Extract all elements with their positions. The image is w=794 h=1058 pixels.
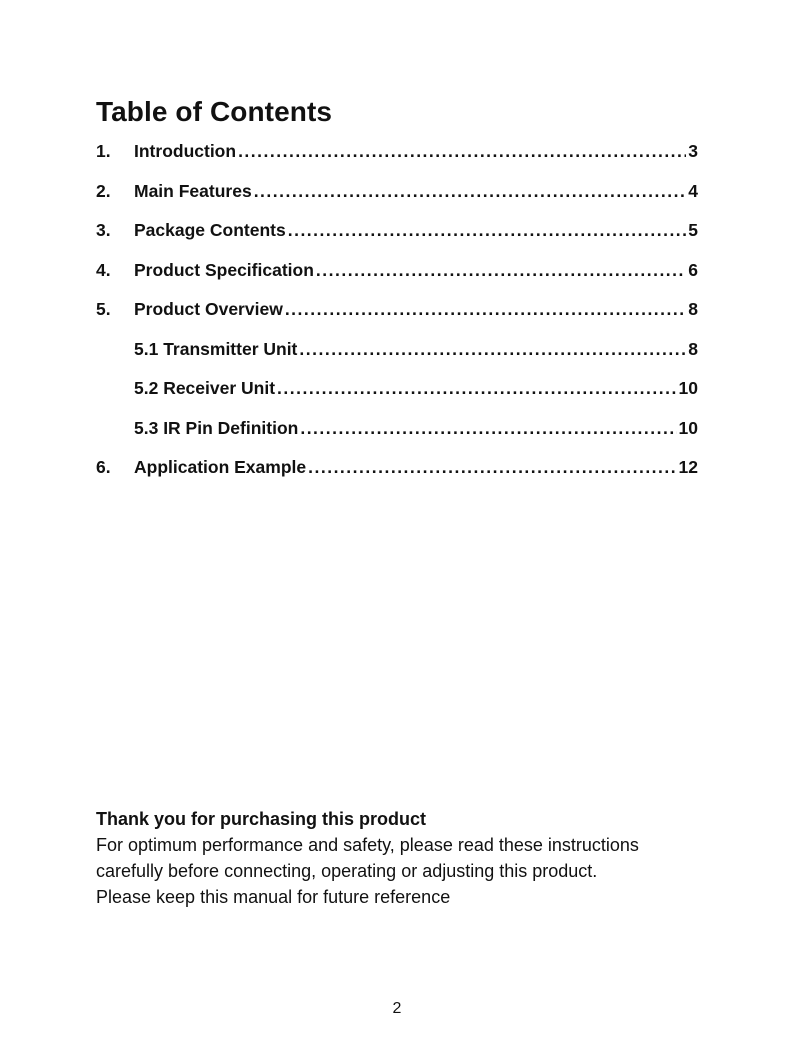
toc-entry-page[interactable]: 6 <box>686 256 698 284</box>
toc-entry[interactable] <box>96 256 698 296</box>
toc-entry[interactable] <box>96 295 698 335</box>
toc-subentry-page[interactable]: 10 <box>677 414 698 442</box>
toc-title: Table of Contents <box>96 96 333 127</box>
toc-entry-number: 6. <box>96 453 134 481</box>
toc-entry-label[interactable]: Main Features <box>134 177 254 205</box>
toc-subentry-label[interactable]: 5.1 Transmitter Unit <box>134 335 299 363</box>
toc-entry-label[interactable]: Product Overview <box>134 295 285 323</box>
thank-you-line: For optimum performance and safety, please read these instructions <box>96 835 639 855</box>
toc-entry-page[interactable]: 5 <box>686 216 698 244</box>
toc-entry-page[interactable]: 4 <box>686 177 698 205</box>
toc-leader-dots <box>254 177 687 205</box>
toc-entry-number: 5. <box>96 295 134 323</box>
toc-entry-label[interactable]: Package Contents <box>134 216 288 244</box>
toc-subentry-page[interactable]: 10 <box>677 374 698 402</box>
toc-leader-dots <box>308 453 676 481</box>
toc-leader-dots <box>316 256 686 284</box>
thank-you-heading: Thank you for purchasing this product <box>96 809 427 829</box>
thank-you-notice <box>96 806 716 910</box>
toc-entry[interactable] <box>96 216 698 256</box>
page-number: 2 <box>392 1000 402 1017</box>
toc-subentry-label[interactable]: 5.2 Receiver Unit <box>134 374 277 402</box>
toc-leader-dots <box>300 414 676 442</box>
toc-list <box>96 137 698 493</box>
thank-you-line: carefully before connecting, operating or adjusting this product. <box>96 861 598 881</box>
toc-entry-page[interactable]: 3 <box>686 137 698 165</box>
toc-subentry[interactable] <box>96 335 698 375</box>
toc-entry-page[interactable]: 12 <box>677 453 698 481</box>
toc-entry-number: 1. <box>96 137 134 165</box>
toc-entry[interactable] <box>96 177 698 217</box>
toc-leader-dots <box>288 216 687 244</box>
toc-entry-label[interactable]: Product Specification <box>134 256 316 284</box>
toc-leader-dots <box>285 295 686 323</box>
toc-entry-page[interactable]: 8 <box>686 295 698 323</box>
toc-leader-dots <box>277 374 676 402</box>
toc-entry-number: 4. <box>96 256 134 284</box>
toc-leader-dots <box>299 335 686 363</box>
toc-subentry[interactable] <box>96 414 698 454</box>
toc-entry-label[interactable]: Introduction <box>134 137 238 165</box>
thank-you-line: Please keep this manual for future reference <box>96 887 451 907</box>
toc-subentry[interactable] <box>96 374 698 414</box>
toc-leader-dots <box>238 137 686 165</box>
toc-entry-number: 3. <box>96 216 134 244</box>
toc-entry-label[interactable]: Application Example <box>134 453 308 481</box>
toc-entry-number: 2. <box>96 177 134 205</box>
toc-subentry-page[interactable]: 8 <box>686 335 698 363</box>
toc-entry[interactable] <box>96 137 698 177</box>
toc-subentry-label[interactable]: 5.3 IR Pin Definition <box>134 414 300 442</box>
toc-entry[interactable] <box>96 453 698 493</box>
